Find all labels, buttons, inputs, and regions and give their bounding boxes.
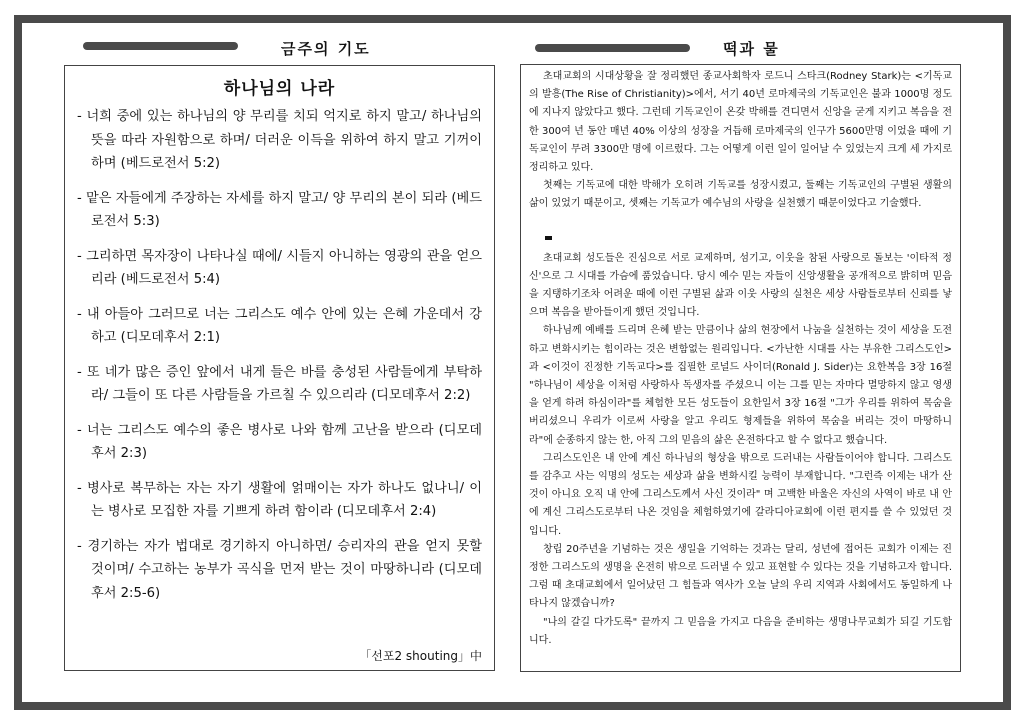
verse-item: - 내 아들아 그러므로 너는 그리스도 예수 안에 있는 은혜 가운데서 강하고 (디모데후서 2:1) xyxy=(77,306,482,345)
article-section-2 xyxy=(529,250,952,650)
verse-list xyxy=(77,105,482,605)
article-paragraph: 초대교회의 시대상황을 잘 정리했던 종교사회학자 로드니 스타크(Rodney Stark)는 <기독교의 발흥(The Rise of Christianity)>에서, 서기 40년 로마제국의 기독교인은 불과 1000명 정도에 지나지 않았다고 했다. 그런데 기독교인이 온갖 박해를 견디면서 신앙을 굳게 지키고 복음을 전한 300여 년 동안 매년 40% 이상의 성장을 거듭해 로마제국의 인구가 5600만명 이었을 때에 기독교인이 무려 3300만 명에 이르렀다. 그는 어떻게 이런 일이 일어날 수 있었는지 크게 세 가지로 정리하고 있다. xyxy=(529,71,952,174)
right-header-bar xyxy=(535,44,690,52)
verse-item: - 또 네가 많은 증인 앞에서 내게 들은 바를 충성된 사람들에게 부탁하라/ 그들이 또 다른 사람들을 가르칠 수 있으리라 (디모데후서 2:2) xyxy=(77,364,482,403)
verse-item: - 그리하면 목자장이 나타나실 때에/ 시들지 아니하는 영광의 관을 얻으리라 (베드로전서 5:4) xyxy=(77,248,482,287)
verse-item: - 너희 중에 있는 하나님의 양 무리를 치되 억지로 하지 말고/ 하나님의 뜻을 따라 자원함으로 하며/ 더러운 이득을 위하여 하지 말고 기꺼이 하며 (베드로전서 5:2) xyxy=(77,109,482,171)
verse-item: - 경기하는 자가 법대로 경기하지 아니하면/ 승리자의 관을 얻지 못할 것이며/ 수고하는 농부가 곡식을 먼저 받는 것이 마땅하니라 (디모데후서 2:5-6) xyxy=(77,538,482,601)
article-paragraph: 하나님께 예배를 드리며 은혜 받는 만큼이나 삶의 현장에서 나눔을 실천하는 것이 세상을 도전하고 변화시키는 힘이라는 것은 변함없는 원리입니다. <가난한 시대를 사는 부유한 그리스도인>과 <이것이 진정한 기독교다>를 집필한 로널드 사이더(Ronald J. Sider)는 요한복음 3장 16절 "하나님이 세상을 이처럼 사랑하사 독생자를 주셨으니 이는 그를 믿는 자마다 멸망하지 않고 영생을 얻게 하려 하심이라"를 체험한 모든 성도들이 요한일서 3장 16절 "그가 우리를 위하여 목숨을 버리셨으니 우리가 이로써 사랑을 알고 우리도 형제들을 위하여 목숨을 버리는 것이 마땅하니라"에 순종하지 않는 한, 아직 그의 믿음의 삶은 온전하다고 할 수 없다고 했습니다. xyxy=(529,325,952,446)
article-paragraph: 창립 20주년을 기념하는 것은 생일을 기억하는 것과는 달리, 성년에 접어든 교회가 이제는 진정한 그리스도의 생명을 온전히 밖으로 드러낼 수 있고 표현할 수 있다는 것을 기념하고자 합니다. 그럼 때 초대교회에서 일어났던 그 힘들과 역사가 오늘 날의 우리 지역과 사회에서도 동일하게 나타나지 않겠습니까? xyxy=(529,543,952,610)
article-paragraph: 첫째는 기독교에 대한 박해가 오히려 기독교를 성장시켰고, 둘째는 기독교인의 구별된 생활의 삶이 있었기 때문이고, 셋째는 기독교가 예수님의 사랑을 실천했기 때문이었다고 기술했다. xyxy=(529,180,952,210)
article-box xyxy=(520,64,961,672)
verse-item: - 맡은 자들에게 주장하는 자세를 하지 말고/ 양 무리의 본이 되라 (베드로전서 5:3) xyxy=(77,190,482,229)
source-citation: 「선포2 shouting」中 xyxy=(359,649,482,663)
left-heading: 금주의 기도 xyxy=(281,40,371,58)
section-marker xyxy=(545,236,552,240)
prayer-box xyxy=(64,65,495,671)
verse-item: - 병사로 복무하는 자는 자기 생활에 얽매이는 자가 하나도 없나니/ 이는 병사로 모집한 자를 기쁘게 하려 함이라 (디모데후서 2:4) xyxy=(77,480,482,519)
article-paragraph: 그리스도인은 내 안에 계신 하나님의 형상을 밖으로 드러내는 사람들이어야 합니다. 그리스도를 감추고 사는 익명의 성도는 세상과 삶을 변화시킬 능력이 부재합니다. "그런즉 이제는 내가 산 것이 아니요 오직 내 안에 그리스도께서 사신 것이라" 며 고백한 바울은 자신의 사역이 바로 내 안에 계신 그리스도로부터 나온 것임을 체험하였기에 갈라디아교회에 이런 편지를 쓸 수 있었던 것입니다. xyxy=(529,452,952,537)
left-header-bar xyxy=(83,42,238,50)
article-paragraph: 초대교회 성도들은 진심으로 서로 교제하며, 섬기고, 이웃을 참된 사랑으로 돌보는 '이타적 정신'으로 그 시대를 가슴에 품었습니다. 당시 예수 믿는 자들이 신앙생활을 공개적으로 밝히며 믿음을 지탱하기조차 어려운 때에 이런 구별된 삶과 이웃 사랑의 실천은 세상 사람들로부터 신뢰를 낳으며 복음을 받아들이게 했던 것입니다. xyxy=(529,252,952,319)
verse-item: - 너는 그리스도 예수의 좋은 병사로 나와 함께 고난을 받으라 (디모데후서 2:3) xyxy=(77,422,482,461)
prayer-title: 하나님의 나라 xyxy=(223,79,336,99)
article-section-1 xyxy=(529,68,952,214)
article-paragraph: "나의 갈길 다가도록" 끝까지 그 믿음을 가지고 다음을 준비하는 생명나무교회가 되길 기도합니다. xyxy=(529,616,952,646)
right-heading: 떡과 물 xyxy=(723,40,780,58)
